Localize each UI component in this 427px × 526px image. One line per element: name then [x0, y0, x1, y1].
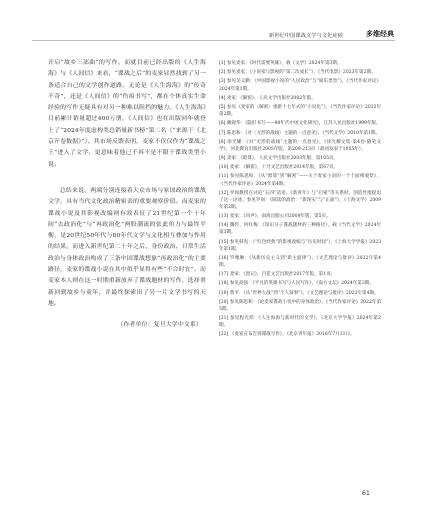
endnote: [16] 罗雅琳：《从新历史主义到“新主旋律”》，《文艺理论与批评》2022年第4期。	[219, 255, 381, 268]
endnote: [19] 黄平：《从“世界大战”到“个人叙事”》，《文艺理论与批评》2023年第4期。	[219, 290, 379, 296]
endnote: [9] 麦家：《暗算》，人民文学出版社2003年版，第105页。	[219, 156, 339, 162]
endnote: [18] 参见高强：《平凡的英雄书写与人民写作》，《南方文坛》2024年第3期。	[219, 281, 374, 287]
endnote: [4] 麦家：《解密》，人民文学出版社2002年版。	[219, 95, 316, 101]
column-name: 多维经典	[366, 30, 394, 38]
endnote: [22] 《麦家宣布告别谍战写作》，《北京青年报》2016年7月31日。	[219, 332, 355, 338]
endnote: [10] 麦家：《解密》，十月文艺出版社2014年版，第67页。	[219, 165, 339, 171]
endnote: [8] 徐光耀：《对“无形的战线”主题的一点意见》，《徐光耀文集·第4卷·随笔文学》，河北教育出版社2005年版，第209-213页（最初发表于1955年）。	[219, 139, 381, 152]
endnote: [6] 戴锦华：《隐形书写——90年代中国文化研究》，江苏人民出版社1999年版。	[219, 121, 381, 127]
endnote: [20] 参见陈思和：《论麦家谍战小说中的身体政治》，《当代作家评论》2022年第5期。	[219, 299, 381, 312]
endnote: [11] 参见陈思和：《从“暗算”到“解密”——关于麦家小说的一个个面相观察》，《当代作家评论》2024年第4期。	[219, 174, 381, 187]
endnote: [21] 参见程光炜：《人生海海与新时代的文学》，《北京大学学报》2024年第2期。	[219, 316, 381, 329]
page-header	[0, 0, 427, 56]
endnote: [3] 参见吴义勤：《中国影视小说的“人民政治”与“娱乐类型”》，《当代作家评论》2024年第1期。	[219, 79, 381, 92]
endnote: [2] 参见麦家：《小说家与影视的“第二次成长”》，《当代电影》2023年第2期。	[219, 70, 376, 76]
body-paragraph: 总结来说，两端分别连接着大众市场与家国政治的谍战文学，具有当代文化政治精密表的重要观察价值。而麦家的谍战小说及其影视改编则有效表征了21世纪第一个十年间“去政治化”与“再政治化”两股潮流的张此角力与最终平衡，是20世纪50年代与80年代文学与文化相互叠加与作用的结果。而进入新世纪第二十年之后，身份政治、日常生活政治与身体政治构成了三条中国谍战想象“再政治化”的主要路径，麦家的谍战小说在其中似乎显得有些“不合时宜”。而麦家本人则在这一时期重新放弃了谍战题材的写作，选择重新回到故乡与童年，并最终探索出了另一片文学书写的天地。	[48, 187, 206, 307]
endnotes-column	[219, 60, 381, 341]
body-paragraph: 开启“故乡三部曲”的写作。而就目前已经出版的《人生海海》与《人间信》来看，“谍战之后”的麦家显然找到了另一条适合自己的文学创作道路。无论是《人生海海》的“传奇不奇”，还是《人间信》的“伤痕书写”，都在个体真实生命经验的写作无疑具有对另一种难以阻挡的魅力。《人生海海》目前累计销量超过400万册，《人间信》也在出版同年就登上了“2024年度虚构类总销量新书榜”第二名（“来源于《北京开卷数据》”）。其市场反馈表明，麦家不仅仅作为“谍战之王”进入了文学，更意味着他已不再不是不限于谍战类型小说。	[48, 60, 206, 168]
endnote: [14] 魏传、何红梅：《知识分子谍战题材的三种路径》，载《当代文学》2024年第3期。	[219, 223, 381, 236]
endnote: [1] 参见麦家：《时代需要英雄》，载《文学》2024年第3期。	[219, 61, 342, 66]
endnote: [7] 陈思和：《对〈无形的战线〉主题的一点意见》，《当代文学》2010年第1期。	[219, 130, 381, 136]
author-affiliation: （作者单位：复旦大学中文系）	[117, 322, 202, 329]
endnote: [5] 参见《麦家的〈解密〉重新十七年式的“小说化”》，《当代作家评论》2023年第2期。	[219, 104, 381, 118]
page-number: 61	[361, 489, 370, 497]
endnote: [13] 麦家：《风声》，南海出版公司2009年版，第5页。	[219, 214, 331, 220]
endnote: [17] 麦家：《黑记》，百花文艺出版社2017年版，第1页。	[219, 272, 336, 278]
endnote: [12] 罗岗教授在讨论“五四”话语、《新青年》与“启蒙”等关系时，创造性地提出了这一论述。参见罗岗：《阅读的政治：“新现实”与“正面”》，《上海文学》2009年第2期。	[219, 190, 381, 210]
running-title: 新世纪中国谍战文学与文化症候	[268, 33, 343, 39]
header-rule	[32, 40, 395, 41]
endnote: [15] 参见韩夷：《“红色经典”的影视改编与“历史时间”》，《上海大学学报》2023年第1期。	[219, 239, 381, 252]
main-text-column	[48, 58, 206, 332]
